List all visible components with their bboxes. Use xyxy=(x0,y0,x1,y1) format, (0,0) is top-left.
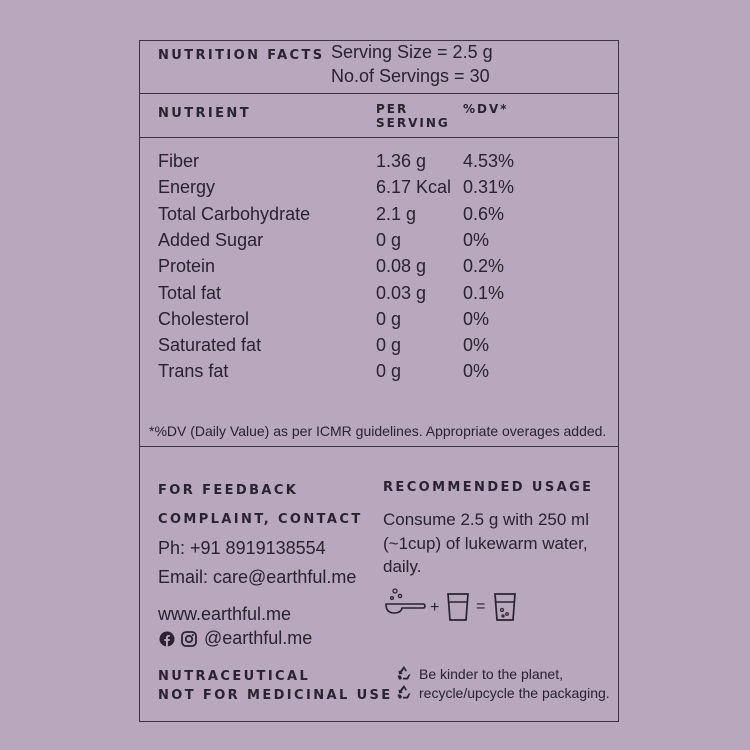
divider xyxy=(140,93,618,94)
table-row xyxy=(158,309,598,335)
disclaimer-line1: NUTRACEUTICAL xyxy=(158,669,311,684)
instagram-icon[interactable] xyxy=(181,631,197,647)
per-serving-value: 0.08 g xyxy=(376,256,427,277)
dv-value: 4.53% xyxy=(463,151,515,171)
table-row xyxy=(158,230,598,256)
table-row xyxy=(158,335,598,361)
nutrient-name: Protein xyxy=(158,256,216,277)
table-row xyxy=(158,283,598,309)
per-serving-value: 1.36 g xyxy=(376,151,427,171)
per-serving-value: 0.03 g xyxy=(376,282,427,303)
nutrient-name: Cholesterol xyxy=(158,308,250,329)
recycle-icon xyxy=(396,684,412,700)
nutrient-name: Total Carbohydrate xyxy=(158,203,311,224)
usage-line3: daily. xyxy=(383,557,422,576)
divider xyxy=(140,446,618,447)
column-dv: %DV* xyxy=(463,102,509,116)
contact-email[interactable]: Email: care@earthful.me xyxy=(158,567,357,587)
nutrient-name: Fiber xyxy=(158,151,200,171)
recycle-icon xyxy=(396,665,412,681)
per-serving-value: 0 g xyxy=(376,308,402,329)
table-row xyxy=(158,151,598,177)
glass-mixed-icon xyxy=(493,592,517,622)
nutrient-name: Saturated fat xyxy=(158,335,262,356)
per-serving-value: 6.17 Kcal xyxy=(376,177,452,198)
dv-value: 0% xyxy=(463,335,490,356)
glass-water-icon xyxy=(446,592,470,622)
dv-value: 0% xyxy=(463,308,490,329)
table-row xyxy=(158,177,598,203)
usage-line2: (~1cup) of lukewarm water, xyxy=(383,534,588,553)
per-serving-value: 2.1 g xyxy=(376,203,417,224)
per-serving-value: 0 g xyxy=(376,229,402,250)
table-row xyxy=(158,256,598,282)
column-nutrient: NUTRIENT xyxy=(158,106,251,121)
usage-line1: Consume 2.5 g with 250 ml xyxy=(383,510,589,529)
usage-heading: RECOMMENDED USAGE xyxy=(383,480,594,495)
contact-phone[interactable]: Ph: +91 8919138554 xyxy=(158,538,326,558)
dv-value: 0.31% xyxy=(463,177,515,198)
nutrient-name: Trans fat xyxy=(158,361,229,382)
table-row xyxy=(158,361,598,387)
nutrition-label xyxy=(139,40,619,722)
dv-value: 0.6% xyxy=(463,203,505,224)
scoop-icon xyxy=(384,587,426,621)
dv-value: 0.2% xyxy=(463,256,505,277)
plus-sign: + xyxy=(430,599,440,616)
table-row xyxy=(158,204,598,230)
disclaimer-line2: NOT FOR MEDICINAL USE xyxy=(158,688,393,703)
serving-size: Serving Size = 2.5 g xyxy=(331,42,493,62)
recycle-line1: Be kinder to the planet, xyxy=(419,666,563,682)
equals-sign: = xyxy=(476,598,486,615)
website-link[interactable]: www.earthful.me xyxy=(158,604,292,624)
social-handle[interactable]: @earthful.me xyxy=(204,628,313,648)
servings-count: No.of Servings = 30 xyxy=(331,66,490,86)
feedback-heading-line1: FOR FEEDBACK xyxy=(158,483,299,498)
nutrient-name: Total fat xyxy=(158,282,222,303)
nutrient-name: Added Sugar xyxy=(158,229,264,250)
dv-footnote: *%DV (Daily Value) as per ICMR guidelines. Appropriate overages added. xyxy=(149,423,607,439)
nutrition-facts-title: NUTRITION FACTS xyxy=(158,48,325,63)
nutrient-name: Energy xyxy=(158,177,216,198)
divider xyxy=(140,137,618,138)
recycle-line2: recycle/upcycle the packaging. xyxy=(419,685,610,701)
dv-value: 0% xyxy=(463,229,490,250)
column-per-serving-line1: PER xyxy=(376,102,409,116)
per-serving-value: 0 g xyxy=(376,335,402,356)
dv-value: 0% xyxy=(463,361,490,382)
dv-value: 0.1% xyxy=(463,282,505,303)
facebook-icon[interactable] xyxy=(159,631,175,647)
feedback-heading-line2: COMPLAINT, CONTACT xyxy=(158,512,363,527)
per-serving-value: 0 g xyxy=(376,361,402,382)
column-per-serving-line2: SERVING xyxy=(376,116,450,130)
